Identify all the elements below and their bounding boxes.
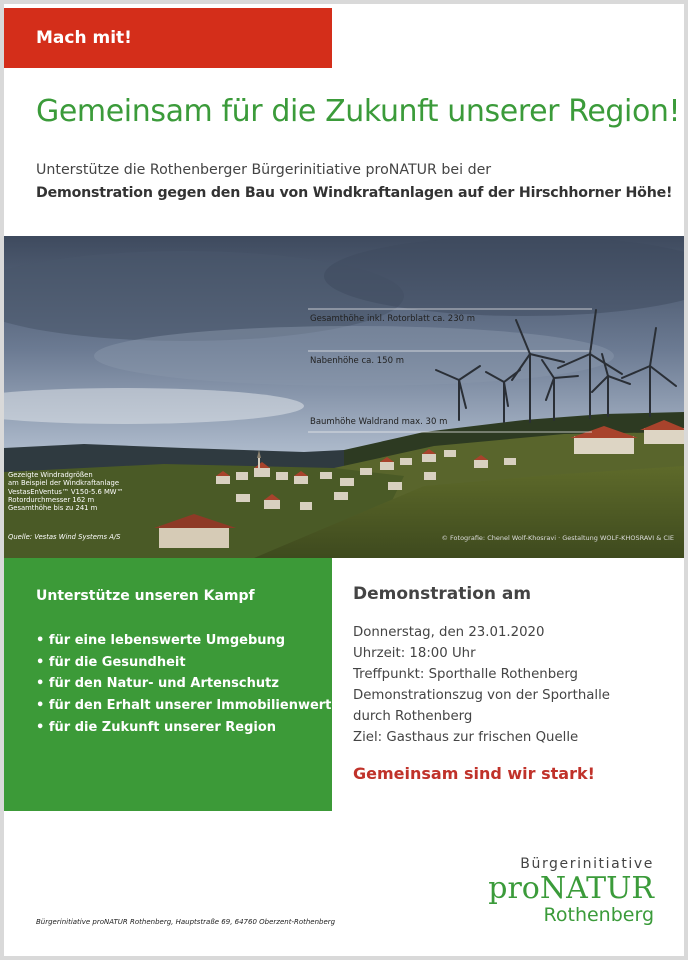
- turbine-specs-note: [8, 471, 123, 512]
- slogan: Gemeinsam sind wir stark!: [353, 764, 595, 783]
- intro-text: [36, 159, 676, 205]
- support-title: Unterstütze unseren Kampf: [36, 588, 255, 604]
- logo-line-3: Rothenberg: [543, 904, 654, 926]
- list-item: • für den Erhalt unserer Immobilienwerte: [36, 695, 340, 717]
- demo-title: Demonstration am: [353, 584, 532, 604]
- landscape-photo: [4, 236, 684, 558]
- headline: Gemeinsam für die Zukunft unserer Region!: [36, 94, 681, 129]
- note-line: Gezeigte Windradgrößen: [8, 471, 93, 479]
- demo-details: [353, 622, 683, 748]
- list-item: • für den Natur- und Artenschutz: [36, 673, 340, 695]
- note-line: Rotordurchmesser 162 m: [8, 495, 95, 504]
- logo-line-2: proNATUR: [488, 871, 654, 906]
- note-line: VestasEnVentus™ V150-5.6 MW™: [8, 487, 124, 496]
- intro-line-1: Unterstütze die Rothenberger Bürgerinitiative proNATUR bei der: [36, 162, 492, 178]
- support-box: [4, 558, 341, 811]
- note-line: am Beispiel der Windkraftanlage: [8, 479, 120, 488]
- annotation-tree-height: Baumhöhe Waldrand max. 30 m: [310, 417, 448, 427]
- demo-detail-line: Donnerstag, den 23.01.2020: [353, 625, 545, 640]
- flyer-page: [4, 4, 684, 956]
- demo-detail-line: Uhrzeit: 18:00 Uhr: [353, 646, 476, 661]
- demo-detail-line: Treffpunkt: Sporthalle Rothenberg: [353, 667, 578, 682]
- demo-detail-line: durch Rothenberg: [353, 709, 473, 724]
- photo-credit: © Fotografie: Chenel Wolf-Khosravi · Gestaltung WOLF-KHOSRAVI & CIE: [441, 534, 674, 542]
- list-item: • für eine lebenswerte Umgebung: [36, 630, 340, 652]
- support-list: [36, 630, 340, 739]
- mach-mit-banner: Mach mit!: [4, 8, 332, 68]
- logo-line-1: Bürgerinitiative: [520, 856, 654, 872]
- list-item: • für die Zukunft unserer Region: [36, 717, 340, 739]
- list-item: • für die Gesundheit: [36, 652, 340, 674]
- footer-address: Bürgerinitiative proNATUR Rothenberg, Hauptstraße 69, 64760 Oberzent-Rothenberg: [36, 918, 336, 926]
- demo-detail-line: Demonstrationszug von der Sporthalle: [353, 688, 610, 703]
- demonstration-info: [353, 584, 683, 783]
- annotation-total-height: Gesamthöhe inkl. Rotorblatt ca. 230 m: [310, 314, 475, 324]
- annotation-hub-height: Nabenhöhe ca. 150 m: [310, 356, 404, 366]
- note-line: Gesamthöhe bis zu 241 m: [8, 504, 98, 513]
- pronatur-logo: [488, 856, 654, 926]
- intro-line-2: Demonstration gegen den Bau von Windkraftanlagen auf der Hirschhorner Höhe!: [36, 185, 673, 201]
- source-note: Quelle: Vestas Wind Systems A/S: [8, 533, 121, 541]
- demo-detail-line: Ziel: Gasthaus zur frischen Quelle: [353, 730, 579, 745]
